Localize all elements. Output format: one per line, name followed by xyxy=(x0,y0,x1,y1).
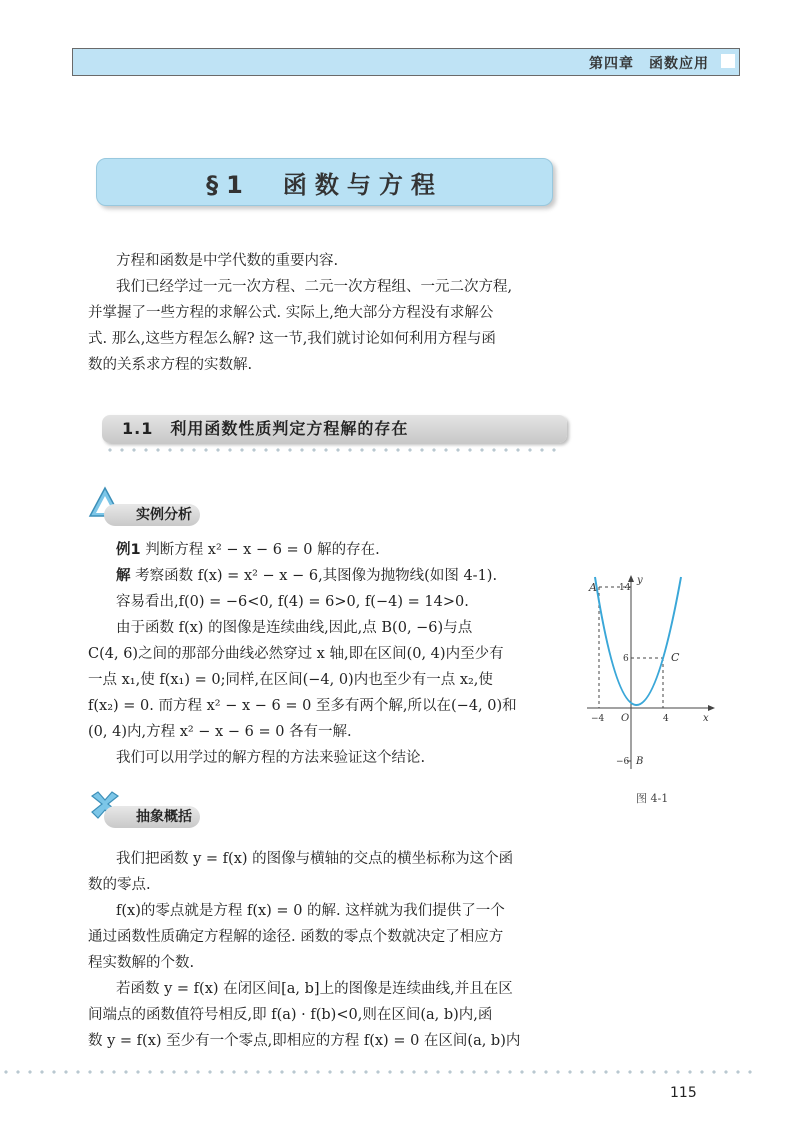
x-axis-arrow xyxy=(708,705,715,711)
abstract-line-5: 程实数解的个数. xyxy=(88,955,195,971)
solution-line-6: f(x₂) = 0. 而方程 x² − x − 6 = 0 至多有两个解,所以在(−4, 0)和 xyxy=(88,698,517,714)
label-x-axis: x xyxy=(703,713,709,724)
abstract-line-7: 间端点的函数值符号相反,即 f(a) · f(b)<0,则在区间(a, b)内,函 xyxy=(88,1007,493,1023)
abstract-line-2: 数的零点. xyxy=(88,877,151,893)
figure-caption: 图 4-1 xyxy=(636,792,669,805)
intro-line-2: 我们已经学过一元一次方程、二元一次方程组、一元二次方程, xyxy=(116,279,513,295)
example-label: 例1 xyxy=(116,542,141,558)
label-point-b: B xyxy=(636,756,644,767)
intro-line-3: 并掌握了一些方程的求解公式. 实际上,绝大部分方程没有求解公 xyxy=(88,305,494,321)
chapter-title: 第四章 函数应用 xyxy=(589,56,709,72)
section-title: §1 函数与方程 xyxy=(96,158,553,206)
tick-label-6: 6 xyxy=(623,654,629,664)
solution-line-7: (0, 4)内,方程 x² − x − 6 = 0 各有一解. xyxy=(88,724,352,740)
intro-line-1: 方程和函数是中学代数的重要内容. xyxy=(116,253,339,269)
label-y-axis: y xyxy=(637,575,643,586)
footer-dotted-rule xyxy=(0,1070,760,1074)
intro-line-5: 数的关系求方程的实数解. xyxy=(88,357,253,373)
subsection-title: 1.1 利用函数性质判定方程解的存在 xyxy=(102,415,567,443)
solution-line-5: 一点 x₁,使 f(x₁) = 0;同样,在区间(−4, 0)内也至少有一点 x₂,使 xyxy=(88,672,493,688)
solution-text-1: 考察函数 f(x) = x² − x − 6,其图像为抛物线(如图 4-1). xyxy=(135,568,498,584)
tag-instance-analysis: 实例分析 xyxy=(104,504,200,526)
solution-label: 解 xyxy=(116,568,131,584)
header-square-decoration xyxy=(721,54,735,68)
solution-line-3: 由于函数 f(x) 的图像是连续曲线,因此,点 B(0, −6)与点 xyxy=(116,620,473,636)
tick-label-neg4: −4 xyxy=(591,714,605,724)
example-text: 判断方程 x² − x − 6 = 0 解的存在. xyxy=(145,542,380,558)
example-title xyxy=(116,537,380,563)
subsection-dotted-rule xyxy=(104,448,564,452)
page-number: 115 xyxy=(670,1085,697,1101)
solution-line-1 xyxy=(116,563,497,589)
chapter-header-bar xyxy=(72,48,740,76)
tick-label-14: 14 xyxy=(619,583,631,593)
intro-line-4: 式. 那么,这些方程怎么解? 这一节,我们就讨论如何利用方程与函 xyxy=(88,331,496,347)
solution-line-8: 我们可以用学过的解方程的方法来验证这个结论. xyxy=(116,750,426,766)
tick-label-neg6: −6 xyxy=(616,757,630,767)
figure-parabola xyxy=(583,573,723,773)
tick-label-4: 4 xyxy=(663,714,669,724)
abstract-line-8: 数 y = f(x) 至少有一个零点,即相应的方程 f(x) = 0 在区间(a, b)内 xyxy=(88,1033,521,1049)
abstract-line-6: 若函数 y = f(x) 在闭区间[a, b]上的图像是连续曲线,并且在区 xyxy=(116,981,513,997)
solution-line-4: C(4, 6)之间的那部分曲线必然穿过 x 轴,即在区间(0, 4)内至少有 xyxy=(88,646,504,662)
label-point-a: A xyxy=(589,581,597,594)
y-axis-arrow xyxy=(628,575,634,582)
label-origin: O xyxy=(621,713,630,724)
label-point-c: C xyxy=(671,651,680,664)
abstract-line-3: f(x)的零点就是方程 f(x) = 0 的解. 这样就为我们提供了一个 xyxy=(116,903,505,919)
tag-abstract-summary: 抽象概括 xyxy=(104,806,200,828)
abstract-line-4: 通过函数性质确定方程解的途径. 函数的零点个数就决定了相应方 xyxy=(88,929,504,945)
solution-line-2: 容易看出,f(0) = −6<0, f(4) = 6>0, f(−4) = 14>0. xyxy=(116,594,469,610)
abstract-line-1: 我们把函数 y = f(x) 的图像与横轴的交点的横坐标称为这个函 xyxy=(116,851,514,867)
parabola-curve xyxy=(595,577,681,705)
